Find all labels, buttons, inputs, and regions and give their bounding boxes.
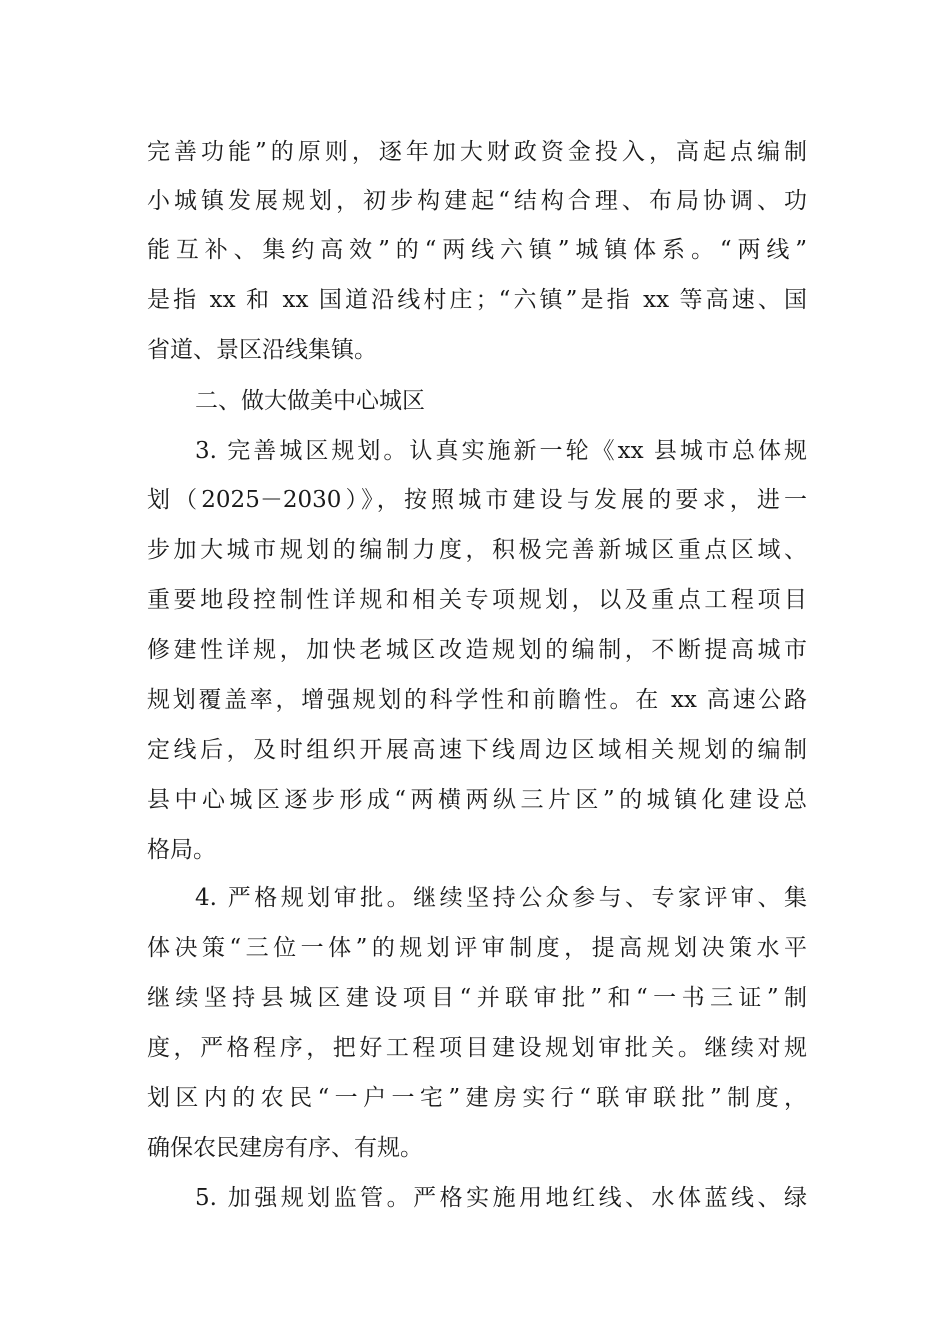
text-line: 划（2025－2030）》，按照城市建设与发展的要求，进一 [147,487,807,513]
text-line: 继续坚持县城区建设项目“并联审批”和“一书三证”制 [147,985,807,1011]
text-line: 重要地段控制性详规和相关专项规划，以及重点工程项目 [147,587,807,613]
section-heading: 二、做大做美中心城区 [195,388,425,414]
text-line: 定线后，及时组织开展高速下线周边区域相关规划的编制 [147,737,807,763]
text-line: 体决策“三位一体”的规划评审制度，提高规划决策水平 [147,935,807,961]
paragraph-first-line: 4. 严格规划审批。继续坚持公众参与、专家评审、集 [195,885,807,911]
text-line: 度，严格程序，把好工程项目建设规划审批关。继续对规 [147,1035,807,1061]
text-line: 划区内的农民“一户一宅”建房实行“联审联批”制度， [147,1085,807,1111]
text-line: 能互补、集约高效”的“两线六镇”城镇体系。“两线” [147,237,807,263]
text-line: 格局。 [147,837,216,863]
text-line: 省道、景区沿线集镇。 [147,337,377,363]
text-line: 完善功能”的原则，逐年加大财政资金投入，高起点编制 [147,139,807,165]
text-line: 规划覆盖率，增强规划的科学性和前瞻性。在 xx 高速公路 [147,687,807,713]
text-line: 确保农民建房有序、有规。 [147,1135,423,1161]
text-line: 步加大城市规划的编制力度，积极完善新城区重点区域、 [147,537,807,563]
text-line: 是指 xx 和 xx 国道沿线村庄；“六镇”是指 xx 等高速、国 [147,287,807,313]
paragraph-first-line: 5. 加强规划监管。严格实施用地红线、水体蓝线、绿 [195,1185,807,1211]
text-line: 县中心城区逐步形成“两横两纵三片区”的城镇化建设总 [147,787,807,813]
text-line: 小城镇发展规划，初步构建起“结构合理、布局协调、功 [147,188,807,214]
text-line: 修建性详规，加快老城区改造规划的编制，不断提高城市 [147,637,807,663]
paragraph-first-line: 3. 完善城区规划。认真实施新一轮《xx 县城市总体规 [195,438,807,464]
